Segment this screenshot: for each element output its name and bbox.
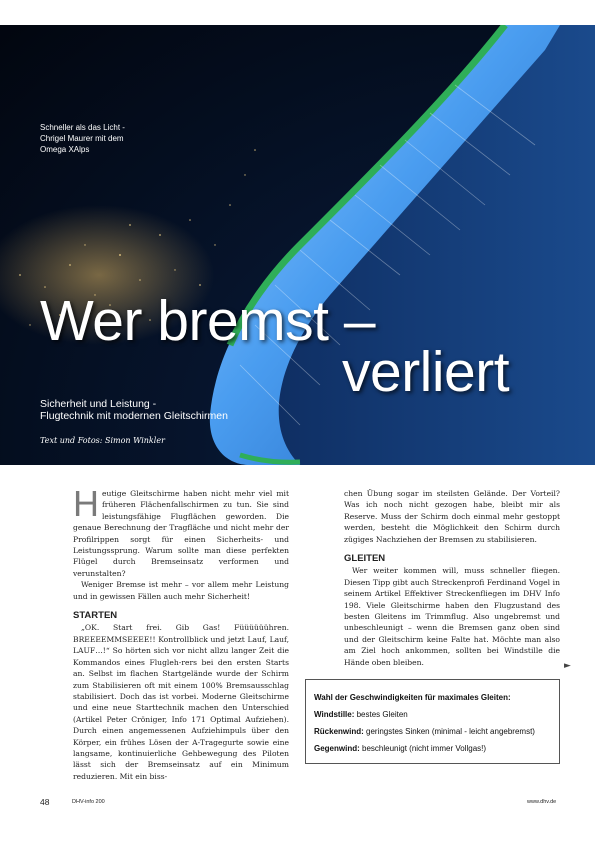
caption-line: Omega XAlps [40, 145, 90, 154]
info-box [305, 679, 560, 764]
caption-line: Chrigel Maurer mit dem [40, 134, 124, 143]
article-subtitle [40, 398, 290, 422]
section-heading-starten: STARTEN [73, 610, 118, 622]
text-column-left [73, 483, 289, 782]
website-url: www.dhv.de [527, 799, 557, 805]
subtitle-line: Sicherheit und Leistung - [40, 398, 157, 410]
drop-cap: H [73, 483, 99, 524]
info-box-label: Gegenwind: [314, 744, 360, 753]
article-title-line1: Wer bremst – [40, 289, 376, 353]
intro-paragraph [73, 483, 289, 579]
info-box-title: Wahl der Geschwindigkeiten für maximales Gleiten: [314, 693, 511, 702]
photo-caption [40, 122, 160, 155]
info-box-row [314, 740, 551, 757]
starten-text-continued: chen Übung sogar im steilsten Gelände. Der Vorteil? Was ich noch nicht gezogen habe, bleibt mir als Reserve. Muss der Schirm doch einmal mehr gestoppt werden, besteht die Möglichkeit den Schirm durch zügiges Nachziehen der Bremsen zu stabilisieren. [344, 489, 560, 544]
info-box-value: geringstes Sinken (minimal - leicht angebremst) [363, 727, 535, 736]
intro-paragraph-2: Weniger Bremse ist mehr – vor allem mehr Leistung und in gewissen Fällen auch mehr Sicherheit! [73, 580, 289, 601]
subtitle-line: Flugtechnik mit modernen Gleitschirmen [40, 410, 228, 422]
author-credit: Text und Fotos: Simon Winkler [40, 436, 165, 445]
continue-arrow-icon: ► [564, 661, 571, 671]
info-box-value: bestes Gleiten [354, 710, 408, 719]
info-box-row [314, 706, 551, 723]
info-box-label: Windstille: [314, 710, 355, 719]
page-number: 48 [40, 797, 50, 807]
section-heading-gleiten: GLEITEN [344, 553, 386, 565]
info-box-label: Rückenwind: [314, 727, 364, 736]
magazine-name: DHV-info 200 [72, 799, 105, 805]
hero-photo [0, 25, 595, 465]
gleiten-text: Wer weiter kommen will, muss schneller fliegen. Diesen Tipp gibt auch Streckenprofi Ferdinand Vogel in seinem Artikel Effektiver Streckenfliegen im DHV Info 198. Viele Gleitschirme haben den Flugzustand des besten Gleitens im Trimmflug. Also ungebremst und unbeschleunigt – wenn die Bremsen ganz oben sind und der Gleitschirm keine Falte hat. Möchte man also am Ziel hoch ankommen, sollten bei Windstille die Hände oben bleiben. [344, 566, 560, 667]
info-box-value: beschleunigt (nicht immer Vollgas!) [359, 744, 487, 753]
info-box-row [314, 723, 551, 740]
starten-text: „OK. Start frei. Gib Gas! Füüüüüühren. BREEEEMMSEEEE!! Kontrollblick und jetzt Lauf, Lauf, LAUF…!“ So hörten sich vor nicht allzu langer Zeit die Kommandos eines Flugleh-rers bei den ersten Starts an. Selbst im flachen Startgelände wurde der Schirm zum Stabilisieren oft mit einem 100% Bremsausschlag stabilisiert. Doch das ist vorbei. Moderne Gleitschirme und eine neue Starttechnik machen den Unterschied (Artikel Peter Cröniger, Info 171 Optimal Aufziehen). Durch einen angemessenen Aufziehimpuls über den Körper, ein frühes Lösen der A-Tragegurte sowie eine langsame, kontinuierliche Gehbewegung des Piloten lässt sich der Bremseinsatz auf ein Minimum reduzieren. Mit ein biss- [73, 623, 289, 781]
article-title-line2: verliert [342, 340, 510, 404]
intro-text: eutige Gleitschirme haben nicht mehr viel mit früheren Flächenfallschirmen zu tun. Sie sind leistungsfähige Flugflächen geworden. Die genaue Berechnung der Tragfläche und nicht mehr der Profilrippen sorgt für einen Sicherheits- und Leistungssprung. Warum sollte man diese perfekten Flügel durch Bremseinsatz verformen und verunstalten? [73, 489, 289, 578]
caption-line: Schneller als das Licht - [40, 123, 125, 132]
text-column-right [344, 488, 560, 668]
